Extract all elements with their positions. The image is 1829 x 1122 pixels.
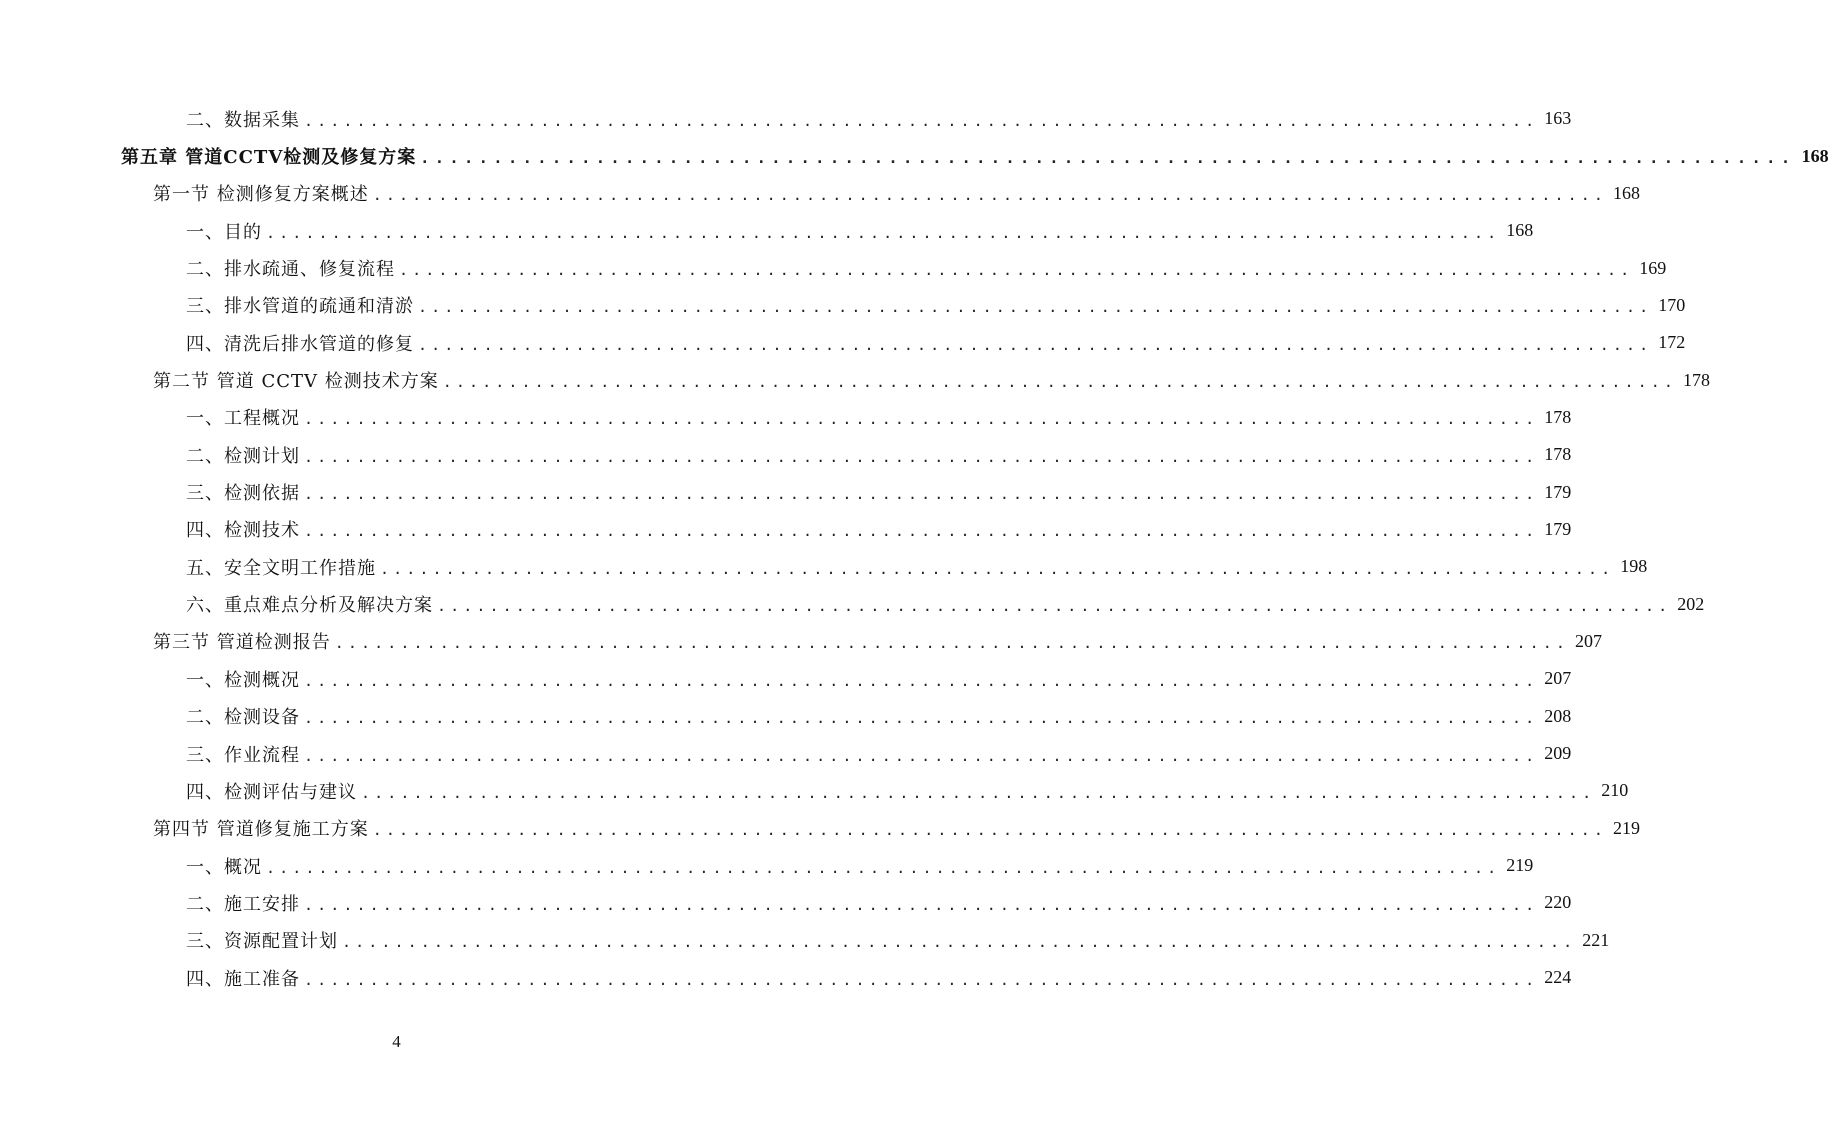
- toc-dot-leader: ..............................................................................................: [437, 597, 1672, 616]
- toc-entry-page: 168: [1506, 220, 1534, 241]
- toc-entry-title: 第二节 管道 CCTV 检测技术方案: [153, 371, 439, 393]
- toc-entry-page: 202: [1677, 593, 1705, 614]
- toc-dot-leader: ..............................................................................................: [418, 298, 1653, 317]
- toc-dot-leader: ..............................................................................................: [342, 933, 1577, 952]
- toc-entry-page: 208: [1544, 705, 1572, 726]
- toc-dot-leader: ..............................................................................................: [372, 821, 1608, 840]
- toc-entry[interactable]: [0, 287, 1686, 324]
- toc-entry-title: 三、排水管道的疏通和清淤: [186, 296, 414, 318]
- toc-entry[interactable]: [0, 399, 1572, 436]
- toc-entry[interactable]: [0, 847, 1534, 884]
- toc-entry[interactable]: [0, 100, 1572, 137]
- toc-entry-title: 四、检测技术: [186, 520, 300, 542]
- toc-entry-page: 163: [1544, 108, 1572, 129]
- toc-entry-title: 二、检测计划: [186, 445, 300, 467]
- toc-entry[interactable]: [0, 623, 1603, 660]
- toc-entry-title: 四、检测评估与建议: [186, 781, 357, 803]
- toc-entry-page: 178: [1544, 406, 1572, 427]
- toc-entry-title: 二、检测设备: [186, 707, 300, 729]
- toc-entry[interactable]: [0, 959, 1572, 996]
- toc-dot-leader: ..............................................................................................: [304, 746, 1539, 765]
- toc-entry-title: 六、重点难点分析及解决方案: [186, 595, 433, 617]
- toc-dot-leader: ..............................................................................................: [361, 783, 1596, 802]
- toc-entry[interactable]: [0, 884, 1572, 921]
- toc-dot-leader: ..............................................................................................: [380, 559, 1615, 578]
- toc-entry[interactable]: [0, 810, 1641, 847]
- toc-entry-page: 198: [1620, 556, 1648, 577]
- toc-entry-title: 一、工程概况: [186, 408, 300, 430]
- toc-entry[interactable]: [0, 660, 1572, 697]
- toc-entry[interactable]: [0, 436, 1572, 473]
- page-number: 4: [392, 1032, 401, 1051]
- toc-entry-title: 四、清洗后排水管道的修复: [186, 333, 414, 355]
- toc-entry-page: 178: [1544, 444, 1572, 465]
- toc-entry-page: 219: [1613, 817, 1641, 838]
- toc-entry-title: 第三节 管道检测报告: [153, 632, 331, 654]
- toc-dot-leader: ..............................................................................................: [304, 671, 1539, 690]
- toc-entry[interactable]: [0, 175, 1641, 212]
- toc-entry-title: 二、施工安排: [186, 893, 300, 915]
- toc-entry-title: 第五章 管道CCTV检测及修复方案: [121, 147, 417, 169]
- toc-entry[interactable]: [0, 137, 1829, 174]
- toc-entry[interactable]: [0, 922, 1610, 959]
- toc-entry-page: 209: [1544, 743, 1572, 764]
- toc-dot-leader: ..............................................................................................: [304, 111, 1539, 130]
- toc-entry-page: 179: [1544, 481, 1572, 502]
- toc-entry-title: 五、安全文明工作措施: [186, 557, 376, 579]
- toc-entry-page: 220: [1544, 892, 1572, 913]
- toc-entry-page: 170: [1658, 294, 1686, 315]
- toc-dot-leader: ..............................................................................................: [304, 410, 1539, 429]
- toc-entry-title: 三、作业流程: [186, 744, 300, 766]
- toc-entry-title: 一、检测概况: [186, 669, 300, 691]
- table-of-contents: [0, 100, 1829, 996]
- toc-entry-title: 第四节 管道修复施工方案: [153, 819, 369, 841]
- toc-entry-page: 179: [1544, 518, 1572, 539]
- toc-entry-title: 四、施工准备: [186, 968, 300, 990]
- toc-entry-page: 169: [1639, 257, 1667, 278]
- toc-entry-page: 178: [1683, 369, 1711, 390]
- toc-dot-leader: ..............................................................................................: [304, 970, 1539, 989]
- toc-entry-page: 168: [1801, 145, 1829, 166]
- toc-entry[interactable]: [0, 361, 1711, 398]
- toc-entry-page: 172: [1658, 332, 1686, 353]
- toc-entry[interactable]: [0, 324, 1686, 361]
- toc-dot-leader: ..............................................................................................: [304, 522, 1539, 541]
- toc-entry[interactable]: [0, 698, 1572, 735]
- toc-entry[interactable]: [0, 511, 1572, 548]
- toc-dot-leader: ..............................................................................................: [304, 709, 1539, 728]
- toc-entry[interactable]: [0, 735, 1572, 772]
- toc-entry-title: 三、资源配置计划: [186, 931, 338, 953]
- toc-entry-title: 二、数据采集: [186, 109, 300, 131]
- toc-dot-leader: ..............................................................................................: [334, 634, 1570, 653]
- toc-entry[interactable]: [0, 585, 1705, 622]
- toc-entry-page: 207: [1544, 668, 1572, 689]
- toc-entry-title: 三、检测依据: [186, 483, 300, 505]
- toc-entry[interactable]: [0, 473, 1572, 510]
- toc-entry-page: 210: [1601, 780, 1629, 801]
- toc-entry-title: 一、概况: [186, 856, 262, 878]
- toc-dot-leader: ..............................................................................................: [372, 186, 1608, 205]
- toc-entry-title: 二、排水疏通、修复流程: [186, 259, 395, 281]
- toc-dot-leader: ..............................................................................................: [266, 858, 1501, 877]
- toc-dot-leader: ..............................................................................................: [304, 895, 1539, 914]
- toc-entry-page: 219: [1506, 855, 1534, 876]
- toc-entry[interactable]: [0, 249, 1667, 286]
- toc-entry[interactable]: [0, 212, 1534, 249]
- toc-entry[interactable]: [0, 772, 1629, 809]
- toc-entry-title: 一、目的: [186, 221, 262, 243]
- toc-dot-leader: ..............................................................................................: [442, 373, 1678, 392]
- toc-dot-leader: ..............................................................................................: [420, 149, 1796, 168]
- toc-entry-page: 207: [1575, 630, 1603, 651]
- toc-entry-page: 224: [1544, 967, 1572, 988]
- toc-dot-leader: ..............................................................................................: [304, 447, 1539, 466]
- toc-dot-leader: ..............................................................................................: [418, 335, 1653, 354]
- toc-dot-leader: ..............................................................................................: [266, 223, 1501, 242]
- toc-entry-page: 221: [1582, 929, 1610, 950]
- toc-dot-leader: ..............................................................................................: [399, 261, 1634, 280]
- toc-entry-title: 第一节 检测修复方案概述: [153, 184, 369, 206]
- toc-entry-page: 168: [1613, 182, 1641, 203]
- toc-dot-leader: ..............................................................................................: [304, 485, 1539, 504]
- toc-entry[interactable]: [0, 548, 1648, 585]
